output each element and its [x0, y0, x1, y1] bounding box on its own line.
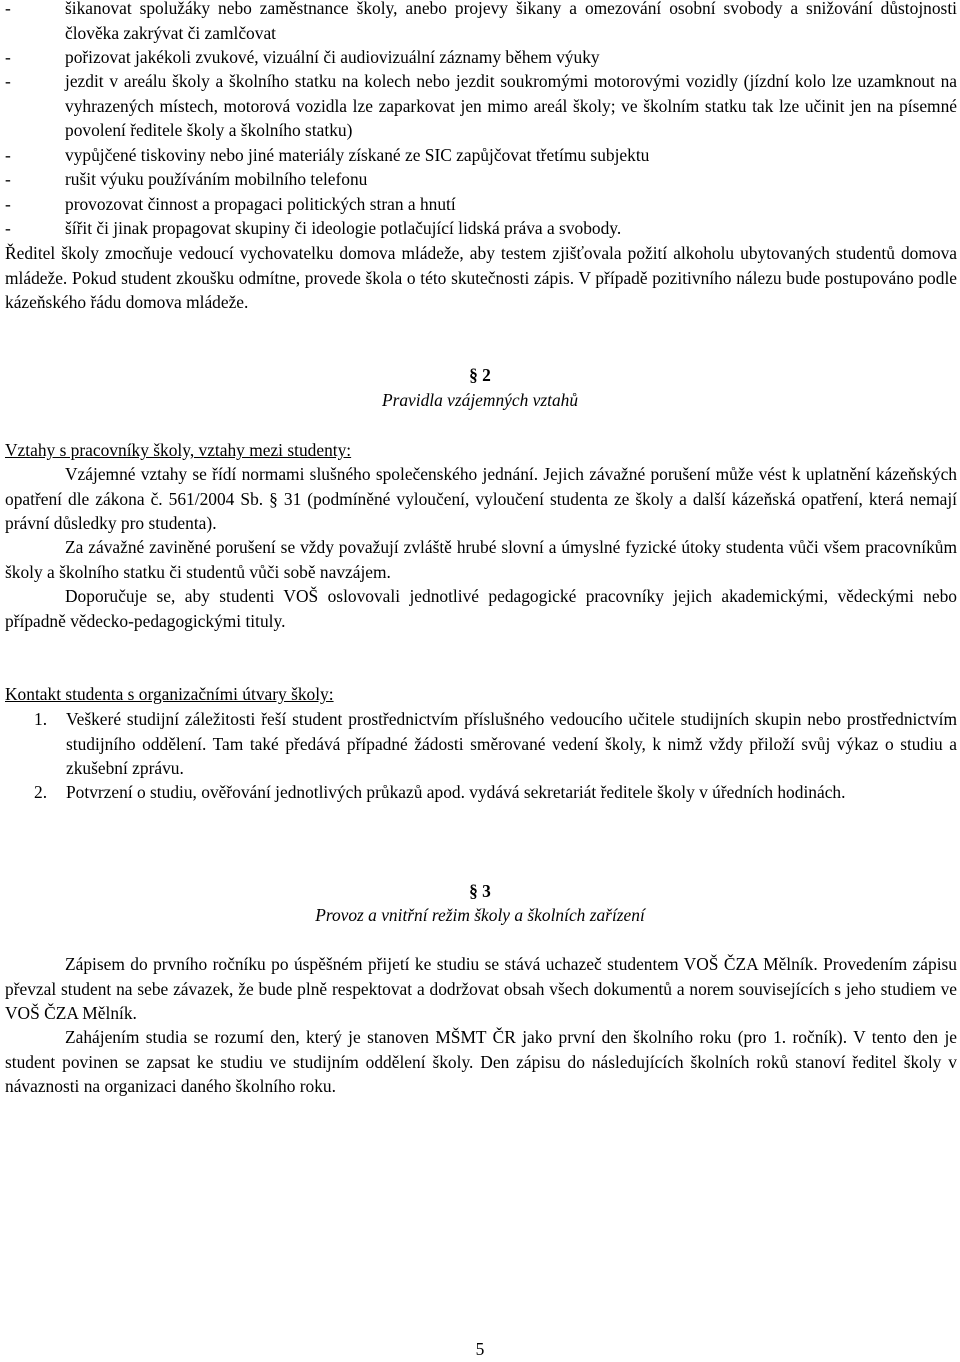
item-text: Veškeré studijní záležitosti řeší student prostřednictvím příslušného vedoucího učitele studijních skupin nebo prostřednictvím studijního oddělení. Tam také předává případné žádosti směrované vedení školy, k nimž vždy přiloží svůj výkaz o studiu a zkušební zprávu. — [66, 709, 957, 779]
list-item: - vypůjčené tiskoviny nebo jiné materiály získané ze SIC zapůjčovat třetímu subjektu — [65, 143, 957, 168]
list-item: - šikanovat spolužáky nebo zaměstnance školy, anebo projevy šikany a omezování osobní svobody a snižování důstojnosti člověka zakrývat či zamlčovat — [65, 0, 957, 45]
item-text: Potvrzení o studiu, ověřování jednotlivých průkazů apod. vydává sekretariát ředitele školy v úředních hodinách. — [66, 782, 846, 802]
section-title: Provoz a vnitřní režim školy a školních zařízení — [315, 905, 645, 925]
numbered-item — [34, 707, 957, 781]
paragraph: Zápisem do prvního ročníku po úspěšném přijetí ke studiu se stává uchazeč studentem VOŠ ČZA Mělník. Provedením zápisu převzal student na sebe závazek, že bude plně respektovat a dodržovat obsah všech dokumentů a norem souvisejících s jeho studiem ve VOŠ ČZA Mělník. — [5, 954, 957, 1024]
paragraph: Vzájemné vztahy se řídí normami slušného společenského jednání. Jejich závažné porušení může vést k uplatnění kázeňských opatření dle zákona č. 561/2004 Sb. § 31 (podmíněné vyloučení, vyloučení studenta ze školy a další kázeňská opatření, která nemají právní důsledky pro studenta). — [5, 464, 957, 534]
section-number: § 2 — [469, 365, 491, 385]
paragraph: Doporučuje se, aby studenti VOŠ oslovovali jednotlivé pedagogické pracovníky jejich akademickými, vědeckými nebo případně vědecko-pedagogickými tituly. — [5, 586, 957, 631]
section-number: § 3 — [469, 881, 491, 901]
paragraph: Zahájením studia se rozumí den, který je stanoven MŠMT ČR jako první den školního roku (pro 1. ročník). V tento den je student povinen se zapsat ke studiu ve studijním oddělení školy. Den zápisu do následujících školních roků stanoví ředitel školy v návaznosti na organizaci daného školního roku. — [5, 1027, 957, 1097]
section-heading-wrap — [5, 438, 957, 463]
page-number: 5 — [475, 1339, 485, 1359]
paragraph: Za závažné zaviněné porušení se vždy považují zvláště hrubé slovní a úmyslné fyzické útoky studenta vůči všem pracovníkům školy a školního statku či studentů vůči sobě navzájem. — [5, 537, 957, 582]
item-number: 1. — [34, 709, 48, 729]
section-heading: Vztahy s pracovníky školy, vztahy mezi studenty: — [5, 440, 352, 460]
list-item: - jezdit v areálu školy a školního statku na kolech nebo jezdit soukromými motorovými vozidly (jízdní kolo lze uzamknout na vyhrazených místech, motorová vozidla lze zaparkovat jen mimo areál školy; ve školním statku tak lze učinit jen na písemné povolení ředitele školy a školního statku) — [65, 69, 957, 143]
numbered-item — [34, 780, 957, 805]
section-heading-wrap — [5, 682, 957, 707]
section-title: Pravidla vzájemných vztahů — [381, 390, 579, 410]
list-item: - pořizovat jakékoli zvukové, vizuální či audiovizuální záznamy během výuky — [65, 45, 957, 70]
paragraph-alcohol: Ředitel školy zmocňuje vedoucí vychovatelku domova mládeže, aby testem zjišťovala požití alkoholu ubytovaných studentů domova mládeže. Pokud student zkoušku odmítne, provede škola o této skutečnosti zápis. V případě pozitivního nálezu bude postupováno podle kázeňského řádu domova mládeže. — [5, 243, 957, 313]
list-item: - šířit či jinak propagovat skupiny či ideologie potlačující lidská práva a svobody. — [65, 216, 957, 241]
section-heading: Kontakt studenta s organizačními útvary školy: — [5, 684, 334, 704]
item-number: 2. — [34, 782, 48, 802]
list-item: - rušit výuku používáním mobilního telefonu — [65, 167, 957, 192]
list-item: - provozovat činnost a propagaci politických stran a hnutí — [65, 192, 957, 217]
